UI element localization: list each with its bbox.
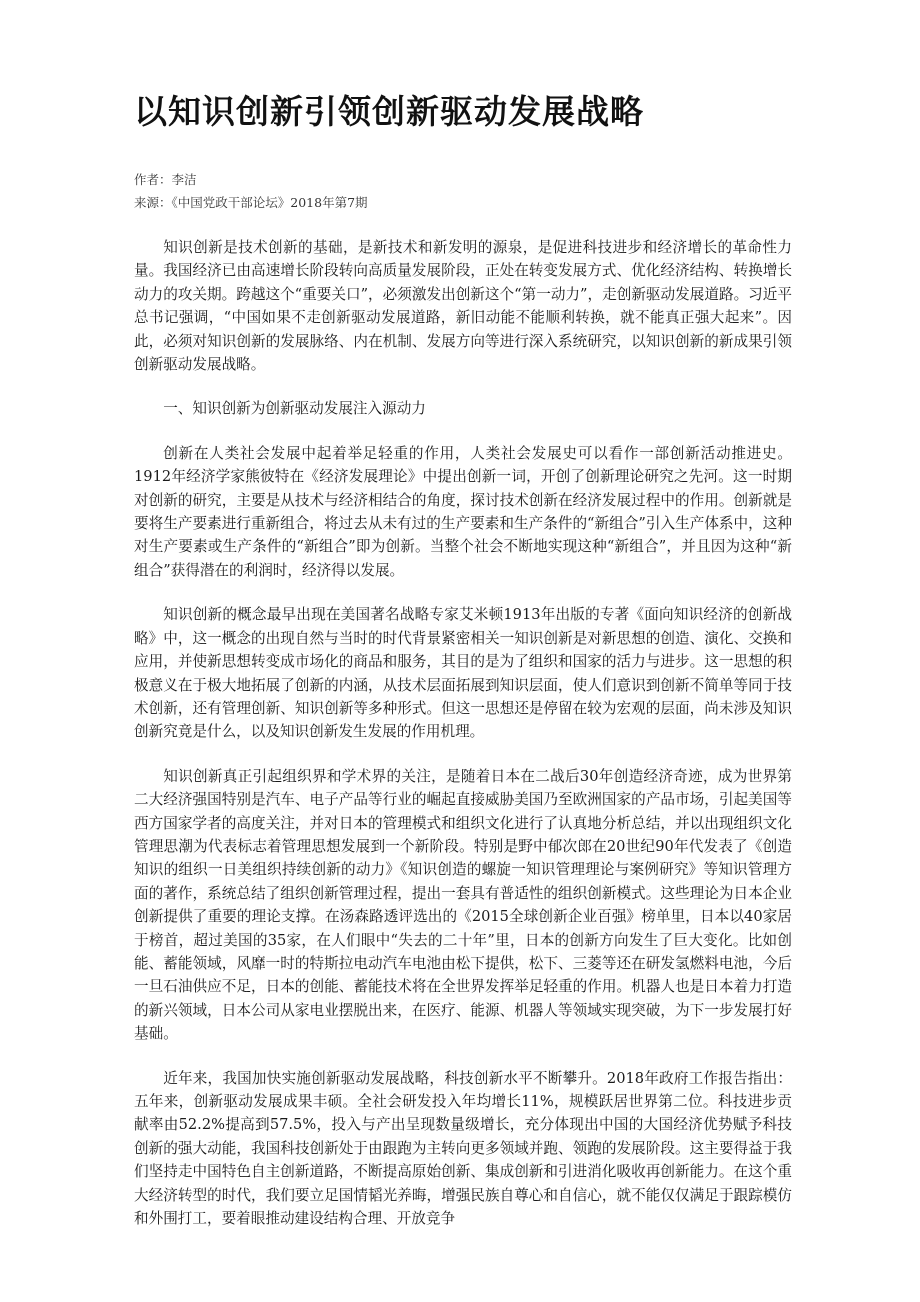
author-label: 作者： — [134, 172, 172, 187]
paragraph-intro: 知识创新是技术创新的基础，是新技术和新发明的源泉，是促进科技进步和经济增长的革命性力量。我国经济已由高速增长阶段转向高质量发展阶段，正处在转变发展方式、优化经济结构、转换增长动力的攻关期。跨越这个“重要关口”，必须激发出创新这个“第一动力”，走创新驱动发展道路。习近平总书记强调，“中国如果不走创新驱动发展道路，新旧动能不能顺利转换，就不能真正强大起来”。因此，必须对知识创新的发展脉络、内在机制、发展方向等进行深入系统研究，以知识创新的新成果引领创新驱动发展战略。 — [134, 239, 792, 374]
paragraph-knowledge-innovation-concept: 知识创新的概念最早出现在美国著名战略专家艾米顿1913年出版的专著《面向知识经济的创新战略》中，这一概念的出现自然与当时的时代背景紧密相关一知识创新是对新思想的创造、演化、交换和应用，并使新思想转变成市场化的商品和服务，其目的是为了组织和国家的活力与进步。这一思想的积极意义在于极大地拓展了创新的内涵，从技术层面拓展到知识层面，使人们意识到创新不简单等同于技术创新，还有管理创新、知识创新等多种形式。但这一思想还是停留在较为宏观的层面，尚未涉及知识创新究竟是什么，以及知识创新发生发展的作用机理。 — [134, 606, 792, 741]
section-heading: 一、知识创新为创新驱动发展注入源动力 — [163, 400, 426, 418]
source-line — [134, 191, 792, 214]
source-label: 来源： — [134, 195, 172, 210]
source-value: 《中国党政干部论坛》2018年第7期 — [171, 195, 368, 210]
article-meta — [134, 168, 792, 214]
paragraph-japan-case: 知识创新真正引起组织界和学术界的关注，是随着日本在二战后30年创造经济奇迹，成为世界第二大经济强国特别是汽车、电子产品等行业的崛起直接威胁美国乃至欧洲国家的产品市场，引起美国等西方国家学者的高度关注，并对日本的管理模式和组织文化进行了认真地分析总结，并以出现组织文化管理思潮为代表标志着管理思想发展到一个新阶段。特别是野中郁次郎在20世纪90年代发表了《创造知识的组织一日美组织持续创新的动力》《知识创造的螺旋一知识管理理论与案例研究》等知识管理方面的著作，系统总结了组织创新管理过程，提出一套具有普适性的组织创新模式。这些理论为日本企业创新提供了重要的理论支撑。在汤森路透评选出的《2015全球创新企业百强》榜单里，日本以40家居于榜首，超过美国的35家，在人们眼中“失去的二十年”里，日本的创新方向发生了巨大变化。比如创能、蓄能领域，风靡一时的特斯拉电动汽车电池由松下提供，松下、三菱等还在研发氢燃料电池，今后一旦石油供应不足，日本的创能、蓄能技术将在全世界发挥举足轻重的作用。机器人也是日本着力打造的新兴领域，日本公司从家电业摆脱出来，在医疗、能源、机器人等领域实现突破，为下一步发展打好基础。 — [134, 767, 792, 1043]
article-body — [134, 236, 792, 1230]
article-title: 以知识创新引领创新驱动发展战略 — [134, 92, 644, 131]
paragraph-innovation-history: 创新在人类社会发展中起着举足轻重的作用，人类社会发展史可以看作一部创新活动推进史。1912年经济学家熊彼特在《经济发展理论》中提出创新一词，开创了创新理论研究之先河。这一时期对创新的研究，主要是从技术与经济相结合的角度，探讨技术创新在经济发展过程中的作用。创新就是要将生产要素进行重新组合，将过去从未有过的生产要素和生产条件的“新组合”引入生产体系中，这种对生产要素或生产条件的“新组合”即为创新。当整个社会不断地实现这种“新组合”，并且因为这种“新组合”获得潜在的利润时，经济得以发展。 — [134, 444, 792, 579]
author-name: 李洁 — [171, 172, 197, 187]
paragraph-china-progress: 近年来，我国加快实施创新驱动发展战略，科技创新水平不断攀升。2018年政府工作报告指出：五年来，创新驱动发展成果丰硕。全社会研发投入年均增长11%，规模跃居世界第二位。科技进步贡献率由52.2%提高到57.5%，投入与产出呈现数量级增长，充分体现出中国的大国经济优势赋予科技创新的强大动能，我国科技创新处于由跟跑为主转向更多领域并跑、领跑的发展阶段。这主要得益于我们坚持走中国特色自主创新道路，不断提高原始创新、集成创新和引进消化吸收再创新能力。在这个重大经济转型的时代，我们要立足国情韬光养晦，增强民族自尊心和自信心，就不能仅仅满足于跟踪模仿和外围打工，要着眼推动建设结构合理、开放竞争 — [134, 1069, 792, 1228]
author-line — [134, 168, 792, 191]
